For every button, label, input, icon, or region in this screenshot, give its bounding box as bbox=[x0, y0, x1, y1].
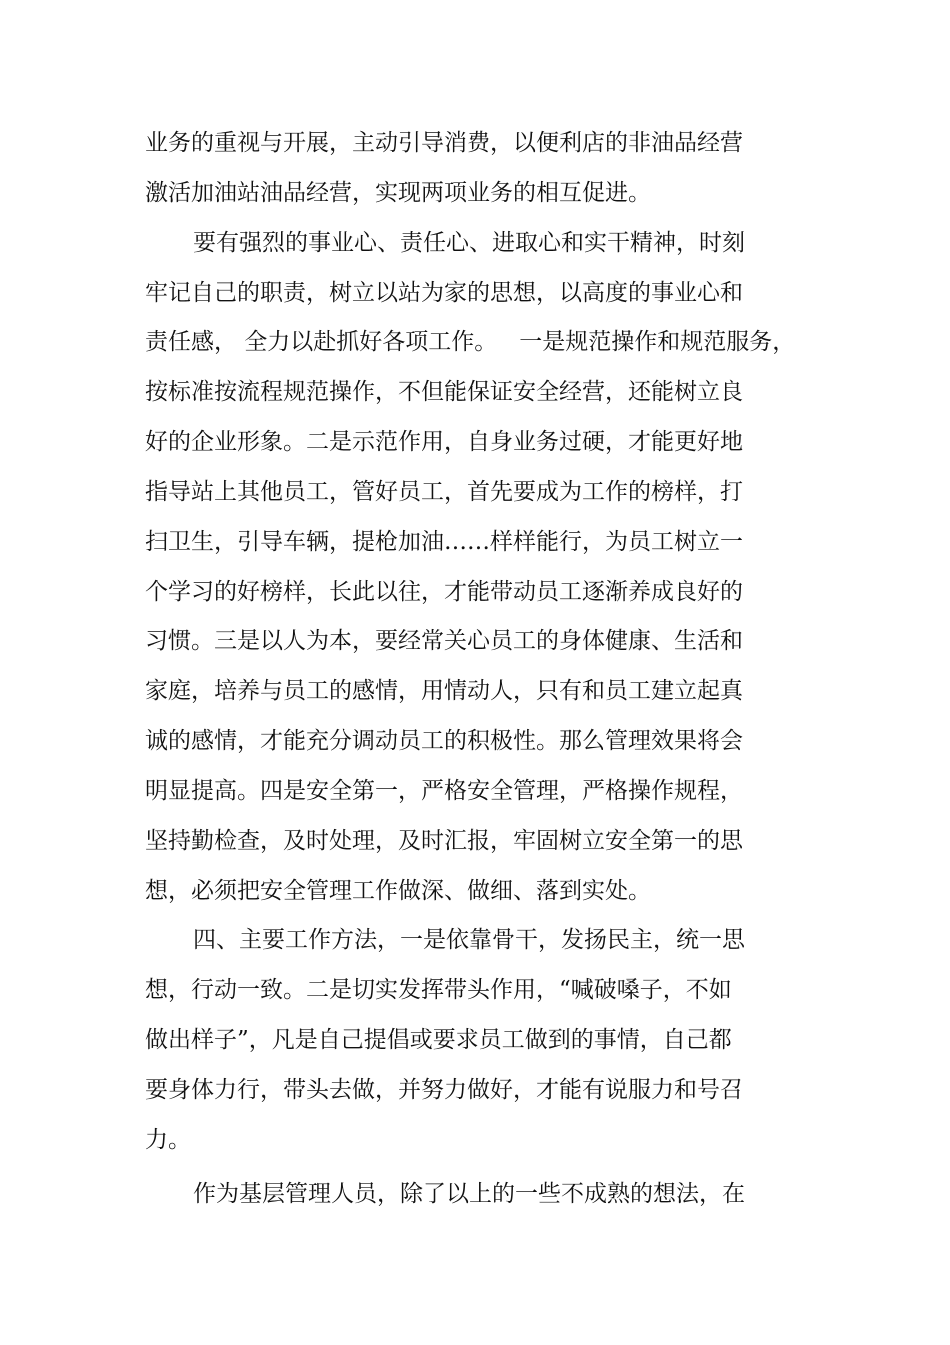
text-line: 做出样子”，凡是自己提倡或要求员工做到的事情，自己都 bbox=[145, 1027, 732, 1053]
text-line: 按标准按流程规范操作，不但能保证安全经营，还能树立良 bbox=[145, 379, 743, 405]
text-line: 业务的重视与开展，主动引导消费，以便利店的非油品经营 bbox=[145, 130, 743, 156]
text-line: 个学习的好榜样，长此以往，才能带动员工逐渐养成良好的 bbox=[145, 579, 743, 605]
text-line: 扫卫生，引导车辆，提枪加油……样样能行，为员工树立一 bbox=[145, 529, 743, 555]
text-line: 指导站上其他员工，管好员工，首先要成为工作的榜样，打 bbox=[145, 479, 743, 505]
text-line: 责任感， 全力以赴抓好各项工作。 一是规范操作和规范服务， bbox=[145, 329, 796, 355]
text-line: 家庭，培养与员工的感情，用情动人，只有和员工建立起真 bbox=[145, 678, 743, 704]
text-line: 诚的感情，才能充分调动员工的积极性。那么管理效果将会 bbox=[145, 728, 743, 754]
text-line: 明显提高。四是安全第一，严格安全管理，严格操作规程， bbox=[145, 778, 743, 804]
text-line: 牢记自己的职责，树立以站为家的思想，以高度的事业心和 bbox=[145, 280, 743, 306]
paragraph-first-line: 四、主要工作方法，一是依靠骨干，发扬民主，统一思 bbox=[193, 927, 745, 953]
text-line: 好的企业形象。二是示范作用，自身业务过硬，才能更好地 bbox=[145, 429, 743, 455]
paragraph-first-line: 要有强烈的事业心、责任心、进取心和实干精神，时刻 bbox=[193, 230, 745, 256]
text-line: 想，必须把安全管理工作做深、做细、落到实处。 bbox=[145, 878, 651, 904]
text-line: 激活加油站油品经营，实现两项业务的相互促进。 bbox=[145, 180, 651, 206]
text-line: 要身体力行，带头去做，并努力做好，才能有说服力和号召 bbox=[145, 1077, 743, 1103]
text-line: 想，行动一致。二是切实发挥带头作用，“喊破嗓子，不如 bbox=[145, 977, 732, 1003]
text-line: 坚持勤检查，及时处理，及时汇报，牢固树立安全第一的思 bbox=[145, 828, 743, 854]
text-line: 力。 bbox=[145, 1127, 191, 1153]
paragraph-first-line: 作为基层管理人员，除了以上的一些不成熟的想法，在 bbox=[193, 1181, 745, 1207]
text-line: 习惯。三是以人为本，要经常关心员工的身体健康、生活和 bbox=[145, 628, 743, 654]
